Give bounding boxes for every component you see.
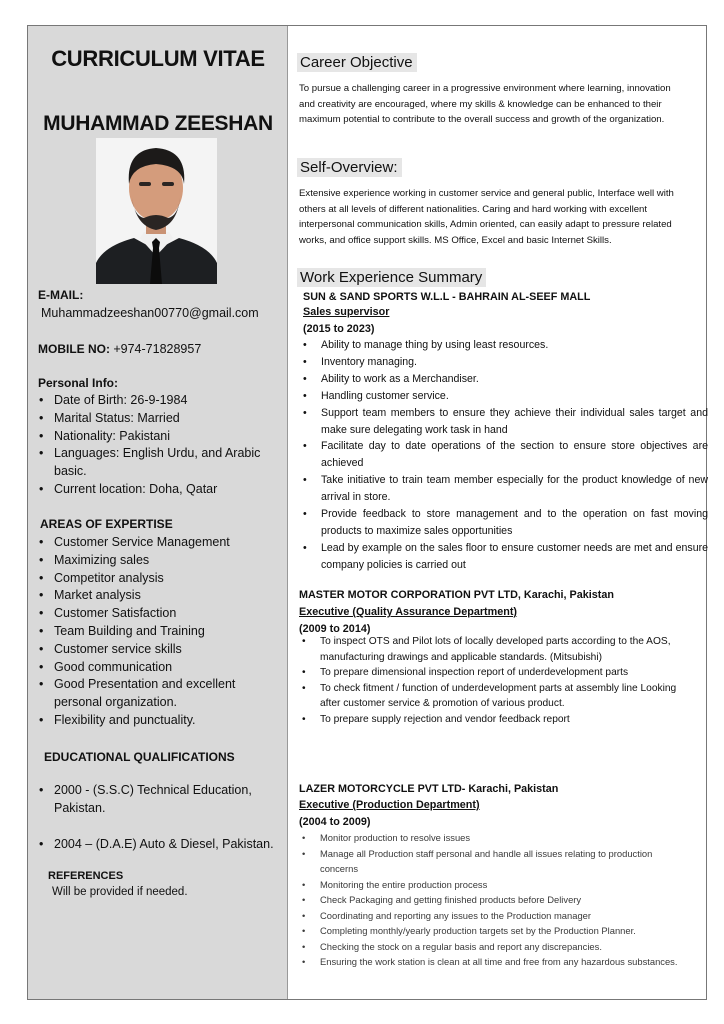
expertise-item: • Good Presentation and excellent personal organization. (38, 676, 278, 712)
expertise-item: • Team Building and Training (38, 623, 278, 641)
expertise-heading: AREAS OF EXPERTISE (40, 517, 173, 531)
email-label: E-MAIL: (38, 288, 84, 302)
sidebar (28, 26, 288, 999)
main-content (289, 26, 706, 999)
expertise-item: • Flexibility and punctuality. (38, 712, 278, 730)
education-list (38, 782, 286, 853)
career-objective-heading: Career Objective (297, 53, 417, 72)
job-duty: • Support team members to ensure they achieve their individual sales target and make sure delegating work task in hand (300, 405, 708, 439)
job-duty: • Manage all Production staff personal and handle all issues relating to production concerns (299, 846, 691, 877)
job-duty: • To prepare dimensional inspection report of underdevelopment parts (299, 665, 691, 681)
job-duty: • Monitor production to resolve issues (299, 830, 691, 846)
job-duty: • Ensuring the work station is clean at all time and free from any hazardous substances. (299, 954, 691, 970)
education-heading: EDUCATIONAL QUALIFICATIONS (44, 750, 235, 764)
personal-info-item: • Languages: English Urdu, and Arabic basic. (38, 445, 278, 481)
job-role: Sales supervisor (303, 306, 390, 318)
career-objective-text: To pursue a challenging career in a progressive environment where learning, innovation and creativity are encouraged, where my skills & knowledge can be enhanced to their maximum potential to contribute to the overall success and growth of the organization. (299, 83, 671, 125)
job-duties-list (299, 830, 691, 970)
job-company: LAZER MOTORCYCLE PVT LTD- Karachi, Pakistan (299, 783, 559, 795)
job-duty: • To check fitment / function of underdevelopment parts at assembly line Looking after customer service & promotion of various product. (299, 681, 691, 712)
job-company: SUN & SAND SPORTS W.L.L - BAHRAIN AL-SEEF MALL (303, 291, 591, 303)
mobile-value: +974-71828957 (113, 342, 202, 356)
job-duty: • To prepare supply rejection and vendor feedback report (299, 712, 691, 728)
personal-info-item: • Marital Status: Married (38, 410, 278, 428)
expertise-list (38, 534, 278, 730)
personal-info-list (38, 392, 278, 499)
expertise-item: • Market analysis (38, 587, 278, 605)
expertise-item: • Maximizing sales (38, 552, 278, 570)
job-duty: • Coordinating and reporting any issues to the Production manager (299, 908, 691, 924)
mobile-label: MOBILE NO: (38, 342, 110, 356)
job-role: Executive (Production Department) (299, 799, 480, 811)
work-experience-heading: Work Experience Summary (297, 268, 486, 287)
job-duty: • Inventory managing. (300, 354, 708, 371)
self-overview-heading: Self-Overview: (297, 158, 402, 177)
personal-info-item: • Date of Birth: 26-9-1984 (38, 392, 278, 410)
mobile-line (38, 342, 201, 356)
job-duty: • Completing monthly/yearly production targets set by the Production Planner. (299, 923, 691, 939)
job-years: (2004 to 2009) (299, 816, 371, 828)
job-duties-list (299, 634, 691, 728)
document-title: CURRICULUM VITAE (51, 46, 265, 71)
expertise-item: • Customer service skills (38, 641, 278, 659)
personal-info-heading: Personal Info: (38, 376, 119, 390)
personal-info-item: • Current location: Doha, Qatar (38, 481, 278, 499)
expertise-item: • Customer Service Management (38, 534, 278, 552)
job-duty: • Ability to work as a Merchandiser. (300, 371, 708, 388)
job-duty: • Provide feedback to store management and to the operation on fast moving products to maximize sales opportunities (300, 506, 708, 540)
job-duty: • Lead by example on the sales floor to ensure customer needs are met and ensure company policies is carried out (300, 540, 708, 574)
profile-photo (96, 138, 217, 284)
expertise-item: • Customer Satisfaction (38, 605, 278, 623)
job-duty: • Check Packaging and getting finished products before Delivery (299, 892, 691, 908)
personal-info-item: • Nationality: Pakistani (38, 428, 278, 446)
job-duty: • Take initiative to train team member especially for the product knowledge of new arrival in store. (300, 472, 708, 506)
job-duty: • To inspect OTS and Pilot lots of locally developed parts according to the AOS, manufacturing drawings and applicable standards. (Mitsubishi) (299, 634, 691, 665)
candidate-name: MUHAMMAD ZEESHAN (43, 112, 273, 135)
references-heading: REFERENCES (48, 870, 124, 882)
job-duty: • Facilitate day to date operations of the section to ensure store objectives are achieved (300, 438, 708, 472)
job-duties-list (300, 337, 708, 574)
education-item: • 2004 – (D.A.E) Auto & Diesel, Pakistan. (38, 836, 286, 854)
job-duty: • Monitoring the entire production process (299, 877, 691, 893)
education-item: • 2000 - (S.S.C) Technical Education, Pakistan. (38, 782, 286, 818)
job-years: (2015 to 2023) (303, 323, 375, 335)
job-duty: • Checking the stock on a regular basis and report any discrepancies. (299, 939, 691, 955)
expertise-item: • Competitor analysis (38, 570, 278, 588)
self-overview-text: Extensive experience working in customer service and general public, Interface well with others at all levels of different nationalities. Caring and hard working with excellent interpersonal communication skills, Admin oriented, can easily adapt to pressure related works, and office support skills. MS Office, Excel and basic Internet Skills. (299, 188, 674, 246)
job-duty: • Ability to manage thing by using least resources. (300, 337, 708, 354)
job-role: Executive (Quality Assurance Department) (299, 606, 518, 618)
email-value: Muhammadzeeshan00770@gmail.com (41, 306, 259, 320)
job-company: MASTER MOTOR CORPORATION PVT LTD, Karachi, Pakistan (299, 589, 614, 601)
job-duty: • Handling customer service. (300, 388, 708, 405)
expertise-item: • Good communication (38, 659, 278, 677)
job-years: (2009 to 2014) (299, 623, 371, 635)
references-text: Will be provided if needed. (52, 886, 188, 898)
